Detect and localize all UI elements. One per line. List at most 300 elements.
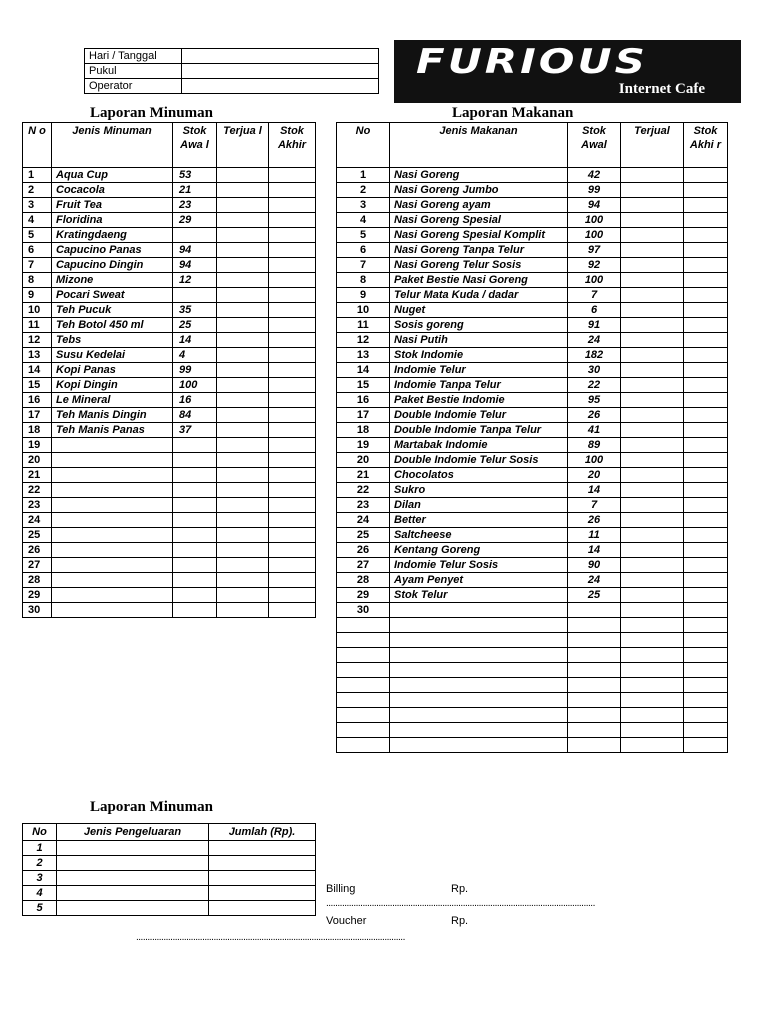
terjual-cell[interactable] <box>621 303 684 318</box>
table-row <box>23 348 316 363</box>
terjual-cell[interactable] <box>621 273 684 288</box>
table-row <box>337 318 728 333</box>
stok-awal-cell: 91 <box>568 318 621 333</box>
item-name: Paket Bestie Nasi Goreng <box>390 273 568 288</box>
stok-akhir-cell[interactable] <box>684 168 728 183</box>
stok-akhir-cell[interactable] <box>269 198 316 213</box>
jumlah-cell[interactable] <box>209 871 316 886</box>
row-number: 2 <box>23 856 57 871</box>
terjual-cell[interactable] <box>217 318 269 333</box>
stok-akhir-cell[interactable] <box>269 288 316 303</box>
stok-awal-cell: 37 <box>173 423 217 438</box>
item-name: Kopi Panas <box>52 363 173 378</box>
row-number: 26 <box>337 543 390 558</box>
table-row <box>337 183 728 198</box>
table-row <box>337 603 728 618</box>
stok-awal-cell: 100 <box>568 453 621 468</box>
item-name: Kratingdaeng <box>52 228 173 243</box>
item-name <box>390 708 568 723</box>
minuman-header-cell: Terjua l <box>217 123 269 168</box>
stok-akhir-cell[interactable] <box>269 423 316 438</box>
row-number: 17 <box>337 408 390 423</box>
row-number: 16 <box>337 393 390 408</box>
jenis-pengeluaran-cell[interactable] <box>57 886 209 901</box>
item-name: Teh Pucuk <box>52 303 173 318</box>
stok-awal-cell <box>173 588 217 603</box>
table-row <box>337 543 728 558</box>
item-name: Cocacola <box>52 183 173 198</box>
minuman-table <box>22 122 316 618</box>
terjual-cell[interactable] <box>217 198 269 213</box>
stok-awal-cell <box>173 603 217 618</box>
stok-akhir-cell[interactable] <box>684 468 728 483</box>
row-number: 22 <box>337 483 390 498</box>
stok-akhir-cell[interactable] <box>684 573 728 588</box>
item-name: Susu Kedelai <box>52 348 173 363</box>
terjual-cell[interactable] <box>621 333 684 348</box>
terjual-cell[interactable] <box>217 288 269 303</box>
stok-akhir-cell[interactable] <box>684 348 728 363</box>
stok-akhir-cell[interactable] <box>269 258 316 273</box>
stok-akhir-cell[interactable] <box>269 453 316 468</box>
stok-akhir-cell[interactable] <box>684 198 728 213</box>
stok-akhir-cell[interactable] <box>684 423 728 438</box>
table-row <box>337 348 728 363</box>
stok-akhir-cell[interactable] <box>269 603 316 618</box>
table-row <box>23 198 316 213</box>
voucher-rp: Rp. <box>451 915 469 927</box>
item-name: Double Indomie Telur Sosis <box>390 453 568 468</box>
stok-akhir-cell[interactable] <box>269 228 316 243</box>
stok-awal-cell: 26 <box>568 408 621 423</box>
stok-akhir-cell[interactable] <box>684 288 728 303</box>
terjual-cell[interactable] <box>217 393 269 408</box>
item-name: Nasi Goreng Spesial Komplit <box>390 228 568 243</box>
item-name <box>52 588 173 603</box>
item-name: Capucino Dingin <box>52 258 173 273</box>
terjual-cell[interactable] <box>621 408 684 423</box>
table-row <box>337 678 728 693</box>
item-name <box>52 483 173 498</box>
stok-akhir-cell[interactable] <box>684 603 728 618</box>
pengeluaran-header-cell: Jenis Pengeluaran <box>57 824 209 841</box>
stok-akhir-cell[interactable] <box>269 483 316 498</box>
table-row <box>337 513 728 528</box>
stok-awal-cell: 29 <box>173 213 217 228</box>
stok-akhir-cell[interactable] <box>684 453 728 468</box>
stok-akhir-cell[interactable] <box>269 543 316 558</box>
stok-akhir-cell[interactable] <box>269 333 316 348</box>
terjual-cell[interactable] <box>621 633 684 648</box>
jenis-pengeluaran-cell[interactable] <box>57 901 209 916</box>
terjual-cell[interactable] <box>621 228 684 243</box>
jumlah-cell[interactable] <box>209 841 316 856</box>
terjual-cell[interactable] <box>217 258 269 273</box>
stok-akhir-cell[interactable] <box>269 573 316 588</box>
row-number: 19 <box>23 438 52 453</box>
stok-akhir-cell[interactable] <box>269 558 316 573</box>
stok-akhir-cell[interactable] <box>684 408 728 423</box>
stok-akhir-cell[interactable] <box>684 678 728 693</box>
stok-akhir-cell[interactable] <box>684 438 728 453</box>
stok-awal-cell <box>173 528 217 543</box>
table-row <box>337 333 728 348</box>
stok-awal-cell <box>173 288 217 303</box>
row-number: 20 <box>23 453 52 468</box>
terjual-cell[interactable] <box>621 663 684 678</box>
row-number: 30 <box>337 603 390 618</box>
stok-awal-cell <box>568 723 621 738</box>
item-name: Chocolatos <box>390 468 568 483</box>
terjual-cell[interactable] <box>217 573 269 588</box>
stok-awal-cell <box>173 543 217 558</box>
jumlah-cell[interactable] <box>209 886 316 901</box>
stok-akhir-cell[interactable] <box>269 528 316 543</box>
info-value-field[interactable] <box>182 79 379 94</box>
terjual-cell[interactable] <box>621 693 684 708</box>
terjual-cell[interactable] <box>621 588 684 603</box>
stok-akhir-cell[interactable] <box>269 393 316 408</box>
stok-akhir-cell[interactable] <box>684 363 728 378</box>
item-name: Nasi Putih <box>390 333 568 348</box>
terjual-cell[interactable] <box>217 513 269 528</box>
table-row <box>337 468 728 483</box>
logo-subtitle: Internet Cafe <box>618 81 705 97</box>
stok-akhir-cell[interactable] <box>269 303 316 318</box>
row-number: 29 <box>23 588 52 603</box>
stok-akhir-cell[interactable] <box>684 243 728 258</box>
terjual-cell[interactable] <box>621 378 684 393</box>
terjual-cell[interactable] <box>621 738 684 753</box>
terjual-cell[interactable] <box>217 558 269 573</box>
terjual-cell[interactable] <box>621 603 684 618</box>
stok-awal-cell <box>568 693 621 708</box>
terjual-cell[interactable] <box>621 198 684 213</box>
stok-awal-cell: 21 <box>173 183 217 198</box>
terjual-cell[interactable] <box>217 408 269 423</box>
terjual-cell[interactable] <box>621 348 684 363</box>
minuman-title: Laporan Minuman <box>90 105 213 121</box>
terjual-cell[interactable] <box>217 348 269 363</box>
stok-awal-cell <box>568 708 621 723</box>
stok-akhir-cell[interactable] <box>269 363 316 378</box>
stok-awal-cell: 11 <box>568 528 621 543</box>
table-row <box>337 273 728 288</box>
terjual-cell[interactable] <box>621 573 684 588</box>
voucher-label: Voucher <box>326 915 367 927</box>
row-number: 6 <box>337 243 390 258</box>
stok-akhir-cell[interactable] <box>684 738 728 753</box>
item-name: Sukro <box>390 483 568 498</box>
pengeluaran-table <box>22 823 316 916</box>
makanan-title: Laporan Makanan <box>452 105 574 121</box>
terjual-cell[interactable] <box>621 468 684 483</box>
table-row <box>337 198 728 213</box>
item-name: Indomie Telur <box>390 363 568 378</box>
item-name: Nasi Goreng <box>390 168 568 183</box>
billing-label: Billing <box>326 883 356 895</box>
info-row <box>85 64 379 79</box>
terjual-cell[interactable] <box>217 378 269 393</box>
stok-awal-cell <box>568 603 621 618</box>
stok-akhir-cell[interactable] <box>269 213 316 228</box>
stok-akhir-cell[interactable] <box>684 318 728 333</box>
terjual-cell[interactable] <box>621 483 684 498</box>
terjual-cell[interactable] <box>621 618 684 633</box>
row-number: 22 <box>23 483 52 498</box>
item-name: Indomie Tanpa Telur <box>390 378 568 393</box>
stok-awal-cell <box>173 438 217 453</box>
jenis-pengeluaran-cell[interactable] <box>57 871 209 886</box>
makanan-header-cell: No <box>337 123 390 168</box>
item-name: Nasi Goreng Jumbo <box>390 183 568 198</box>
terjual-cell[interactable] <box>217 168 269 183</box>
terjual-cell[interactable] <box>621 453 684 468</box>
row-number: 3 <box>23 871 57 886</box>
stok-akhir-cell[interactable] <box>684 543 728 558</box>
terjual-cell[interactable] <box>621 438 684 453</box>
table-row <box>337 738 728 753</box>
stok-awal-cell: 35 <box>173 303 217 318</box>
furious-logo <box>394 40 741 103</box>
item-name: Dilan <box>390 498 568 513</box>
terjual-cell[interactable] <box>217 543 269 558</box>
table-row <box>337 393 728 408</box>
stok-akhir-cell[interactable] <box>269 273 316 288</box>
item-name <box>52 513 173 528</box>
table-row <box>23 213 316 228</box>
stok-awal-cell <box>173 228 217 243</box>
stok-awal-cell: 30 <box>568 363 621 378</box>
stok-akhir-cell[interactable] <box>684 648 728 663</box>
jumlah-cell[interactable] <box>209 901 316 916</box>
row-number: 24 <box>337 513 390 528</box>
stok-akhir-cell[interactable] <box>684 708 728 723</box>
row-number: 18 <box>23 423 52 438</box>
row-number: 7 <box>337 258 390 273</box>
stok-awal-cell <box>173 468 217 483</box>
terjual-cell[interactable] <box>621 258 684 273</box>
stok-akhir-cell[interactable] <box>684 228 728 243</box>
stok-akhir-cell[interactable] <box>684 303 728 318</box>
stok-akhir-cell[interactable] <box>684 558 728 573</box>
stok-awal-cell <box>568 678 621 693</box>
row-number: 27 <box>337 558 390 573</box>
row-number <box>337 618 390 633</box>
stok-akhir-cell[interactable] <box>269 243 316 258</box>
stok-akhir-cell[interactable] <box>269 408 316 423</box>
stok-akhir-cell[interactable] <box>684 633 728 648</box>
table-row <box>337 363 728 378</box>
terjual-cell[interactable] <box>217 213 269 228</box>
stok-akhir-cell[interactable] <box>269 513 316 528</box>
stok-akhir-cell[interactable] <box>684 393 728 408</box>
terjual-cell[interactable] <box>621 363 684 378</box>
stok-akhir-cell[interactable] <box>269 588 316 603</box>
jumlah-cell[interactable] <box>209 856 316 871</box>
terjual-cell[interactable] <box>621 498 684 513</box>
row-number: 3 <box>337 198 390 213</box>
terjual-cell[interactable] <box>621 678 684 693</box>
terjual-cell[interactable] <box>621 543 684 558</box>
stok-akhir-cell[interactable] <box>269 498 316 513</box>
stok-akhir-cell[interactable] <box>269 468 316 483</box>
table-row <box>337 528 728 543</box>
terjual-cell[interactable] <box>217 453 269 468</box>
table-row <box>23 543 316 558</box>
terjual-cell[interactable] <box>621 168 684 183</box>
table-row <box>337 483 728 498</box>
terjual-cell[interactable] <box>217 183 269 198</box>
item-name: Pocari Sweat <box>52 288 173 303</box>
row-number: 30 <box>23 603 52 618</box>
table-row <box>23 393 316 408</box>
terjual-cell[interactable] <box>621 558 684 573</box>
terjual-cell[interactable] <box>217 363 269 378</box>
stok-akhir-cell[interactable] <box>269 438 316 453</box>
terjual-cell[interactable] <box>621 423 684 438</box>
table-row <box>23 363 316 378</box>
item-name <box>390 693 568 708</box>
terjual-cell[interactable] <box>621 288 684 303</box>
stok-akhir-cell[interactable] <box>684 693 728 708</box>
stok-akhir-cell[interactable] <box>269 168 316 183</box>
table-row <box>23 498 316 513</box>
table-row <box>23 378 316 393</box>
row-number: 8 <box>337 273 390 288</box>
terjual-cell[interactable] <box>217 468 269 483</box>
stok-awal-cell: 92 <box>568 258 621 273</box>
item-name: Fruit Tea <box>52 198 173 213</box>
terjual-cell[interactable] <box>621 183 684 198</box>
info-row <box>85 79 379 94</box>
table-row <box>23 558 316 573</box>
table-row <box>23 318 316 333</box>
row-number <box>337 693 390 708</box>
stok-awal-cell: 20 <box>568 468 621 483</box>
item-name: Ayam Penyet <box>390 573 568 588</box>
stok-akhir-cell[interactable] <box>684 273 728 288</box>
terjual-cell[interactable] <box>217 333 269 348</box>
stok-akhir-cell[interactable] <box>269 348 316 363</box>
signature-dotted-line[interactable]: ...................................................................................................................... <box>136 932 405 943</box>
terjual-cell[interactable] <box>217 243 269 258</box>
stok-awal-cell: 25 <box>173 318 217 333</box>
item-name <box>390 633 568 648</box>
stok-awal-cell: 12 <box>173 273 217 288</box>
stok-akhir-cell[interactable] <box>684 588 728 603</box>
stok-akhir-cell[interactable] <box>684 258 728 273</box>
terjual-cell[interactable] <box>217 423 269 438</box>
table-row <box>23 228 316 243</box>
makanan-header-cell: Stok Akhi r <box>684 123 728 168</box>
stok-akhir-cell[interactable] <box>269 378 316 393</box>
stok-akhir-cell[interactable] <box>684 618 728 633</box>
minuman-header-cell: N o <box>23 123 52 168</box>
terjual-cell[interactable] <box>217 498 269 513</box>
terjual-cell[interactable] <box>217 528 269 543</box>
stok-akhir-cell[interactable] <box>684 528 728 543</box>
terjual-cell[interactable] <box>217 588 269 603</box>
terjual-cell[interactable] <box>217 273 269 288</box>
row-number: 13 <box>23 348 52 363</box>
item-name: Telur Mata Kuda / dadar <box>390 288 568 303</box>
terjual-cell[interactable] <box>621 708 684 723</box>
jenis-pengeluaran-cell[interactable] <box>57 856 209 871</box>
stok-awal-cell: 100 <box>568 273 621 288</box>
stok-akhir-cell[interactable] <box>684 513 728 528</box>
terjual-cell[interactable] <box>217 228 269 243</box>
row-number <box>337 648 390 663</box>
stok-akhir-cell[interactable] <box>684 498 728 513</box>
billing-dotted-line[interactable]: ...................................................................................................................... <box>326 898 595 909</box>
terjual-cell[interactable] <box>621 528 684 543</box>
terjual-cell[interactable] <box>217 603 269 618</box>
stok-akhir-cell[interactable] <box>684 723 728 738</box>
row-number: 12 <box>337 333 390 348</box>
terjual-cell[interactable] <box>621 723 684 738</box>
row-number <box>337 678 390 693</box>
terjual-cell[interactable] <box>621 648 684 663</box>
item-name: Nasi Goreng Telur Sosis <box>390 258 568 273</box>
item-name <box>390 618 568 633</box>
table-row <box>337 423 728 438</box>
makanan-header-cell: Jenis Makanan <box>390 123 568 168</box>
table-row <box>23 901 316 916</box>
stok-akhir-cell[interactable] <box>684 333 728 348</box>
row-number: 1 <box>23 168 52 183</box>
table-row <box>23 886 316 901</box>
row-number <box>337 723 390 738</box>
stok-akhir-cell[interactable] <box>269 183 316 198</box>
row-number: 23 <box>23 498 52 513</box>
stok-akhir-cell[interactable] <box>684 378 728 393</box>
stok-awal-cell <box>568 738 621 753</box>
item-name: Stok Telur <box>390 588 568 603</box>
jenis-pengeluaran-cell[interactable] <box>57 841 209 856</box>
table-row <box>23 183 316 198</box>
terjual-cell[interactable] <box>621 393 684 408</box>
info-label: Hari / Tanggal <box>85 49 182 64</box>
stok-akhir-cell[interactable] <box>269 318 316 333</box>
terjual-cell[interactable] <box>217 483 269 498</box>
terjual-cell[interactable] <box>621 243 684 258</box>
row-number: 4 <box>23 886 57 901</box>
info-value-field[interactable] <box>182 64 379 79</box>
info-value-field[interactable] <box>182 49 379 64</box>
terjual-cell[interactable] <box>621 318 684 333</box>
terjual-cell[interactable] <box>217 438 269 453</box>
stok-akhir-cell[interactable] <box>684 483 728 498</box>
table-row <box>337 453 728 468</box>
item-name: Sosis goreng <box>390 318 568 333</box>
row-number: 15 <box>337 378 390 393</box>
table-row <box>23 168 316 183</box>
terjual-cell[interactable] <box>217 303 269 318</box>
terjual-cell[interactable] <box>621 213 684 228</box>
stok-akhir-cell[interactable] <box>684 183 728 198</box>
terjual-cell[interactable] <box>621 513 684 528</box>
table-row <box>337 408 728 423</box>
row-number: 9 <box>337 288 390 303</box>
item-name <box>52 453 173 468</box>
info-label: Operator <box>85 79 182 94</box>
row-number: 7 <box>23 258 52 273</box>
stok-akhir-cell[interactable] <box>684 663 728 678</box>
table-row <box>23 841 316 856</box>
row-number <box>337 663 390 678</box>
stok-akhir-cell[interactable] <box>684 213 728 228</box>
